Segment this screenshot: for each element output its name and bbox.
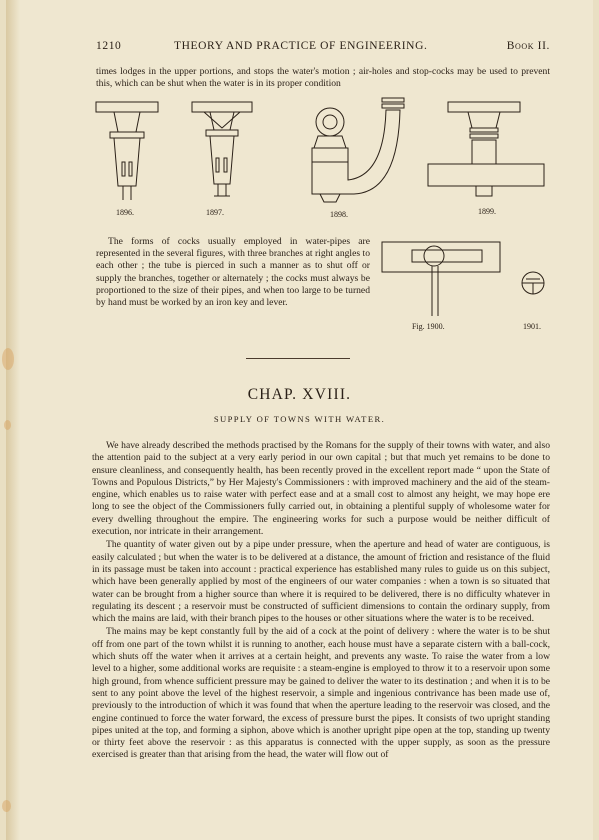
figure-1897-cock (192, 100, 252, 204)
figure-1899-cock (428, 100, 546, 204)
paragraph: The quantity of water given out by a pipe under pressure, when the aperture and head of water are contiguous, is easily calculated ; but when the water is to be delivered at a distance, the amount of friction and resistance of the fluid in its passage must be taken into account : practical experience has established many rules to guide us on this subject, which have been generally applied by most of the engineers of our water companies : when a town is so situated that water can be brought from a higher source than where it is required to be delivered, there is no difficulty whatever in regulating its descent ; a reservoir must be constructed of sufficient dimensions to contain the ordinary supply, from which the mains are laid, with their branch pipes to the houses or other situations where the water is to be received. (92, 539, 550, 625)
figure-caption: 1898. (330, 210, 348, 219)
figure-1901-cock (520, 270, 546, 296)
intro-text: times lodges in the upper portions, and stops the water's motion ; air-holes and stop-cocks may be used to prevent this, which can be shut when the water is in its proper condition (96, 66, 550, 90)
running-title: THEORY AND PRACTICE OF ENGINEERING. (174, 40, 428, 52)
figure-caption: Fig. 1900. (412, 322, 445, 331)
chapter-body (92, 440, 550, 763)
figure-1900-cock (382, 240, 502, 320)
book-label: Book II. (506, 40, 550, 52)
figure-1898-cock (296, 96, 406, 206)
foxing-stain (2, 800, 11, 812)
section-divider (246, 358, 350, 359)
figure-caption: 1901. (523, 322, 541, 331)
figure-caption: 1899. (478, 207, 496, 216)
paragraph: The mains may be kept constantly full by the aid of a cock at the point of delivery : where the water is to be shut off from one part of the town whilst it is running to another, each house must have a separate cistern with a ball-cock, which shuts off the water when it arrives at a certain height, and prevents any waste. To raise the water from a low level to a higher, some additional works are requisite : a steam-engine is employed to throw it to a reservoir upon some high ground, from whence sufficient pressure may be gained to deliver the water to its destination ; and when it is to be sent to any point above the level of the highest reservoir, a simple and ingenious contrivance has been made use of, previously to the introduction of which it was found that when the aperture leading to the reservoir was closed, and the engine continued to force the water forward, the excess of pressure burst the pipes. It consists of two upright standing pipes united at the top, and forming a siphon, above which is another upright pipe open at the top, standing up twenty or thirty feet above the reservoir : as this apparatus is connected with the upper supply, as soon as the pressure exercised is greater than that arising from the head, the water will flow out of (92, 626, 550, 761)
cocks-paragraph: The forms of cocks usually employed in water-pipes are represented in the several figures, with three branches at right angles to each other ; the tube is pierced in such a manner as to shut off or supply the branches, together or alternately ; the cocks must always be proportioned to the size of their pipes, and when too large to be turned by hand must be worked by an iron key and lever. (96, 236, 370, 309)
figure-1896-cock (96, 100, 158, 204)
chapter-subtitle: SUPPLY OF TOWNS WITH WATER. (213, 414, 386, 424)
figure-caption: 1896. (116, 208, 134, 217)
figure-caption: 1897. (206, 208, 224, 217)
page-number: 1210 (96, 40, 122, 52)
running-header (96, 40, 550, 56)
chapter-title: CHAP. XVIII. (247, 386, 352, 403)
foxing-stain (2, 348, 14, 370)
paragraph: We have already described the methods practised by the Romans for the supply of their towns with water, and also the attention paid to the subject at a very early period in our own capital ; but that much yet remains to be done to ensure cleanliness, and consequently health, has been recently proved in the excellent report made “ upon the State of Towns and Populous Districts,” by Her Majesty's Commissioners : with improved machinery and the aid of the steam-engine, which enables us to raise water with perfect ease and at a small cost to almost any height, we may hope ere long to see the object of the Commissioners fully carried out, in obtaining a plentiful supply of wholesome water for every dwelling throughout the empire. The engineering works for such a purpose would be neither difficult of execution, nor intricate in their arrangement. (92, 440, 550, 538)
